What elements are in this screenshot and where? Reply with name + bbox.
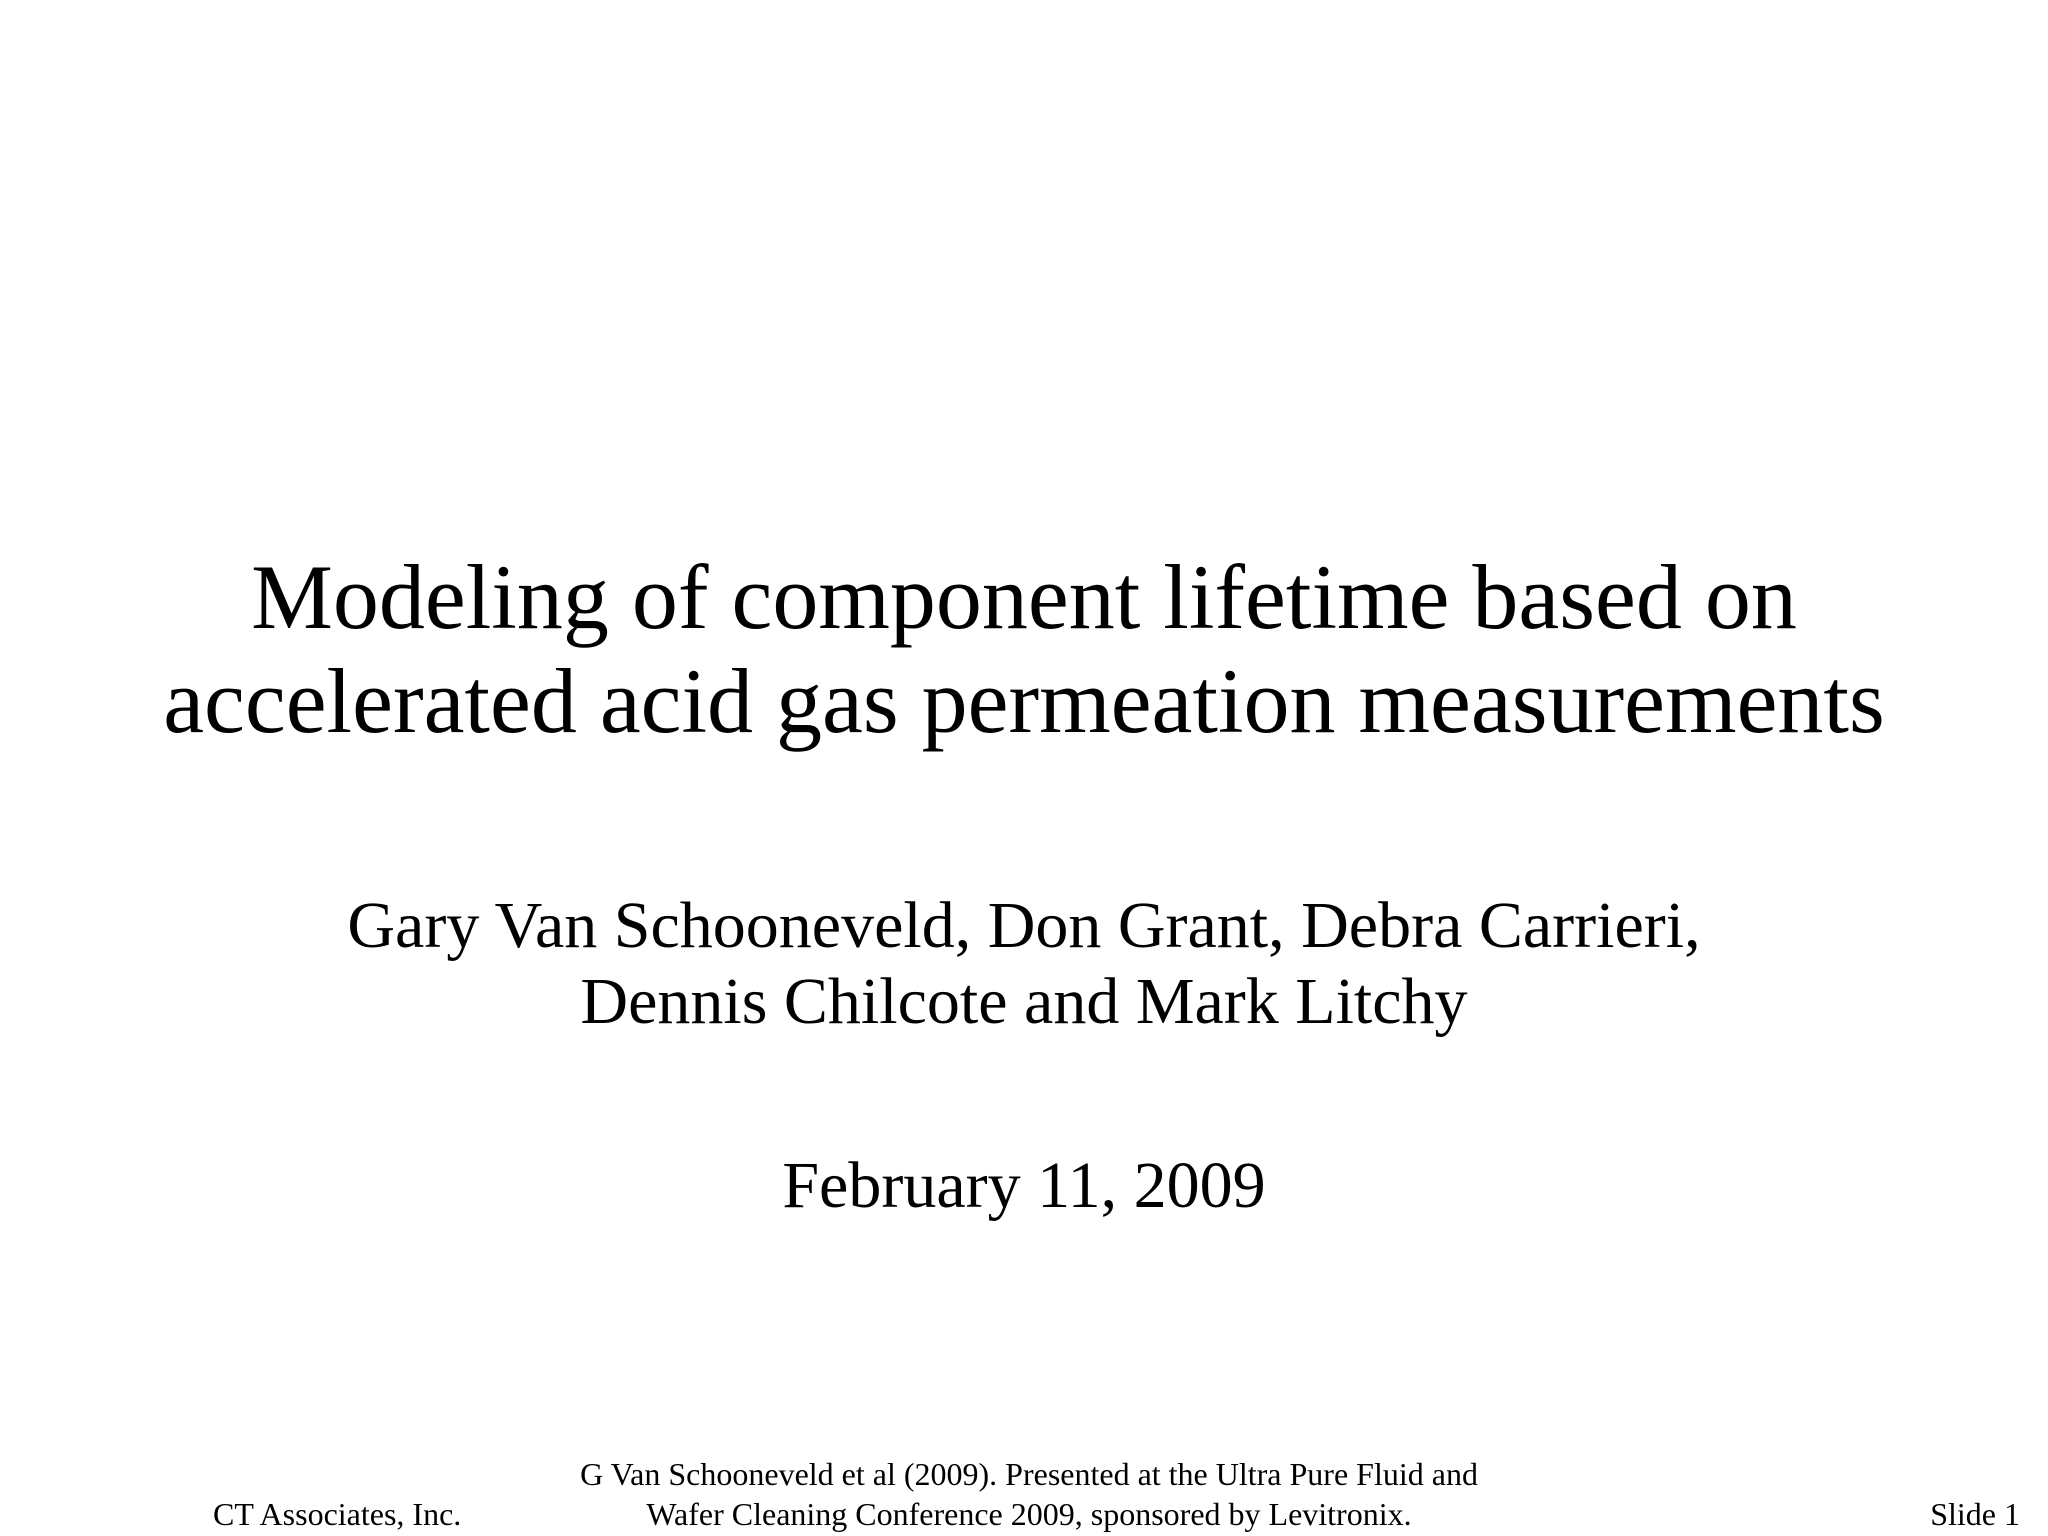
author-line-2: Dennis Chilcote and Mark Litchy	[580, 965, 1468, 1038]
presentation-date: February 11, 2009	[782, 1149, 1266, 1222]
slide-title	[0, 545, 2048, 753]
slide-title-line-2: accelerated acid gas permeation measurements	[163, 650, 1885, 752]
slide-number: Slide 1	[1930, 1496, 2020, 1532]
footer-citation-line-2: Wafer Cleaning Conference 2009, sponsored by Levitronix.	[646, 1496, 1412, 1532]
footer-company: CT Associates, Inc.	[213, 1496, 462, 1532]
author-line-1: Gary Van Schooneveld, Don Grant, Debra Carrieri,	[347, 889, 1701, 962]
author-list	[0, 888, 2048, 1040]
slide-title-line-1: Modeling of component lifetime based on	[251, 546, 1797, 648]
footer-citation	[500, 1454, 1558, 1534]
footer-citation-line-1: G Van Schooneveld et al (2009). Presented at the Ultra Pure Fluid and	[580, 1456, 1478, 1492]
